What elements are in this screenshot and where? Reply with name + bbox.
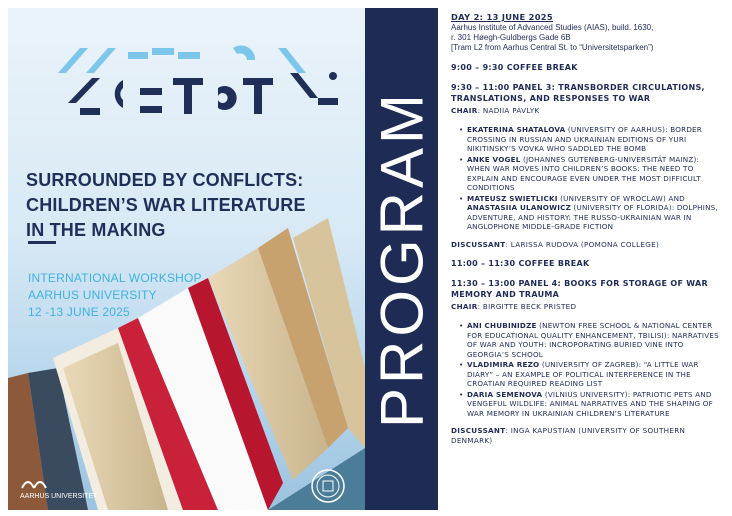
talk-details: (UNIVERSITY OF FLORIDA): DOLPHINS, ADVENTURE, AND HISTORY: THE RUSSO-UKRAINIAN WAR IN ANGLOPHONE MIDDLE-GRADE FICTION <box>467 203 718 231</box>
chair-name: : NADIIA PAVLYK <box>477 106 540 115</box>
panel-4-chair <box>451 302 723 312</box>
panel-4 <box>451 278 723 445</box>
university-logo-mark-icon <box>20 474 50 490</box>
seal-icon <box>310 468 346 504</box>
poster-title-line-3: IN THE MAKING <box>26 220 166 240</box>
chair-name: : BIRGITTE BECK PRISTED <box>477 302 577 311</box>
list-item <box>459 390 723 419</box>
venue-line-2: r. 301 Høegh-Guldbergs Gade 6B <box>451 33 571 42</box>
venue-line-3: [Tram L2 from Aarhus Central St. to “Universitetsparken”) <box>451 43 654 52</box>
university-logo-text: AARHUS UNIVERSITET <box>20 493 98 500</box>
panel-3-talks <box>459 125 723 232</box>
discussant-label: DISCUSSANT <box>451 426 506 435</box>
list-item <box>459 155 723 193</box>
chair-label: CHAIR <box>451 106 478 115</box>
speaker-name: DARIA SEMENOVA <box>467 389 543 399</box>
discussant-name: : LARISSA RUDOVA (POMONA COLLEGE) <box>505 239 660 249</box>
talk-details: (JOHANNES GUTENBERG-UNIVERSITÄT MAINZ): WHEN WAR MOVES INTO CHILDREN’S BOOKS: THE NEED TO EXPLAIN AND ENCOURAGE EVEN UNDER THE MOST DIFFICULT CONDITIONS <box>467 154 701 192</box>
university-logo <box>20 474 97 500</box>
day-title: DAY 2: 13 JUNE 2025 <box>451 12 553 22</box>
chair-label: CHAIR <box>451 302 478 311</box>
coffee-break-1: 9:00 – 9:30 COFFEE BREAK <box>451 63 578 72</box>
program-side-bar <box>365 8 438 510</box>
poster-title-line-1: SURROUNDED BY CONFLICTS: <box>26 170 304 190</box>
graphic-logo-art <box>28 28 348 128</box>
venue-line-1: Aarhus Institute of Advanced Studies (AIAS), build. 1630, <box>451 23 654 32</box>
workshop-type: INTERNATIONAL WORKSHOP <box>28 271 202 285</box>
panel-3-chair <box>451 106 723 116</box>
speaker-name: VLADIMIRA REZO <box>467 360 540 369</box>
speaker-name: MATEUSZ SWIETLICKI <box>467 193 558 203</box>
panel-3 <box>451 82 723 249</box>
talk-details: (UNIVERSITY OF AARHUS): BORDER CROSSING IN RUSSIAN AND UKRAINIAN EDITIONS OF YURI NIKITINSKY’S VOVKA WHO SADDLED THE BOMB <box>467 125 702 153</box>
program-column <box>451 12 723 445</box>
list-item <box>459 194 723 232</box>
venue-info <box>451 23 723 53</box>
talk-details: (NEWTON FREE SCHOOL & NATIONAL CENTER FOR EDUCATIONAL QUALITY ENHANCEMENT, TBILISI): NARRATIVES OF WAR AND YOUTH: INCROPORATING BURIED VINE INTO GEORGIA’S SCHOOL <box>467 321 719 359</box>
coffee-break-2: 11:00 – 11:30 COFFEE BREAK <box>451 259 590 268</box>
panel-4-talks <box>459 321 723 418</box>
panel-3-heading: 9:30 – 11:00 PANEL 3: TRANSBORDER CIRCULATIONS, TRANSLATIONS, AND RESPONSES TO WAR <box>451 83 705 103</box>
workshop-dates: 12 -13 JUNE 2025 <box>28 305 130 319</box>
poster-title-line-2: CHILDREN’S WAR LITERATURE <box>26 195 306 215</box>
speaker-name: ANASTASIIA ULANOWICZ <box>467 203 572 212</box>
list-item <box>459 360 723 389</box>
books-illustration <box>8 218 365 510</box>
panel-3-discussant <box>451 240 723 250</box>
poster-panel <box>8 8 365 510</box>
talk-details: (UNIVERSITY OF WROCLAW) AND <box>557 193 685 203</box>
discussant-name: : INGA KAPUSTIAN (UNIVERSITY OF SOUTHERN DENMARK) <box>451 426 686 445</box>
speaker-name: ANKE VOGEL <box>467 154 521 164</box>
talk-details: (VILNIUS UNIVERSITY): PATRIOTIC PETS AND VENGEFUL WILDLIFE: ANIMAL NARRATIVES AND THE SHAPING OF WAR MEMORY IN UKRAINIAN CHILDREN’S LITERATURE <box>467 389 713 418</box>
talk-details: (UNIVERSITY OF ZAGREB): “A LITTLE WAR DIARY” – AN EXAMPLE OF POLITICAL INTERFERENCE IN THE CROATIAN REQUIRED READING LIST <box>467 360 699 388</box>
speaker-name: EKATERINA SHATALOVA <box>467 125 566 134</box>
workshop-university: AARHUS UNIVERSITY <box>28 288 157 302</box>
list-item <box>459 321 723 359</box>
list-item <box>459 125 723 154</box>
panel-4-heading: 11:30 – 13:00 PANEL 4: BOOKS FOR STORAGE OF WAR MEMORY AND TRAUMA <box>451 279 709 299</box>
panel-4-discussant <box>451 426 723 445</box>
discussant-label: DISCUSSANT <box>451 239 506 249</box>
speaker-name: ANI CHUBINIDZE <box>467 321 537 330</box>
program-vertical-heading: PROGRAM <box>368 89 435 429</box>
